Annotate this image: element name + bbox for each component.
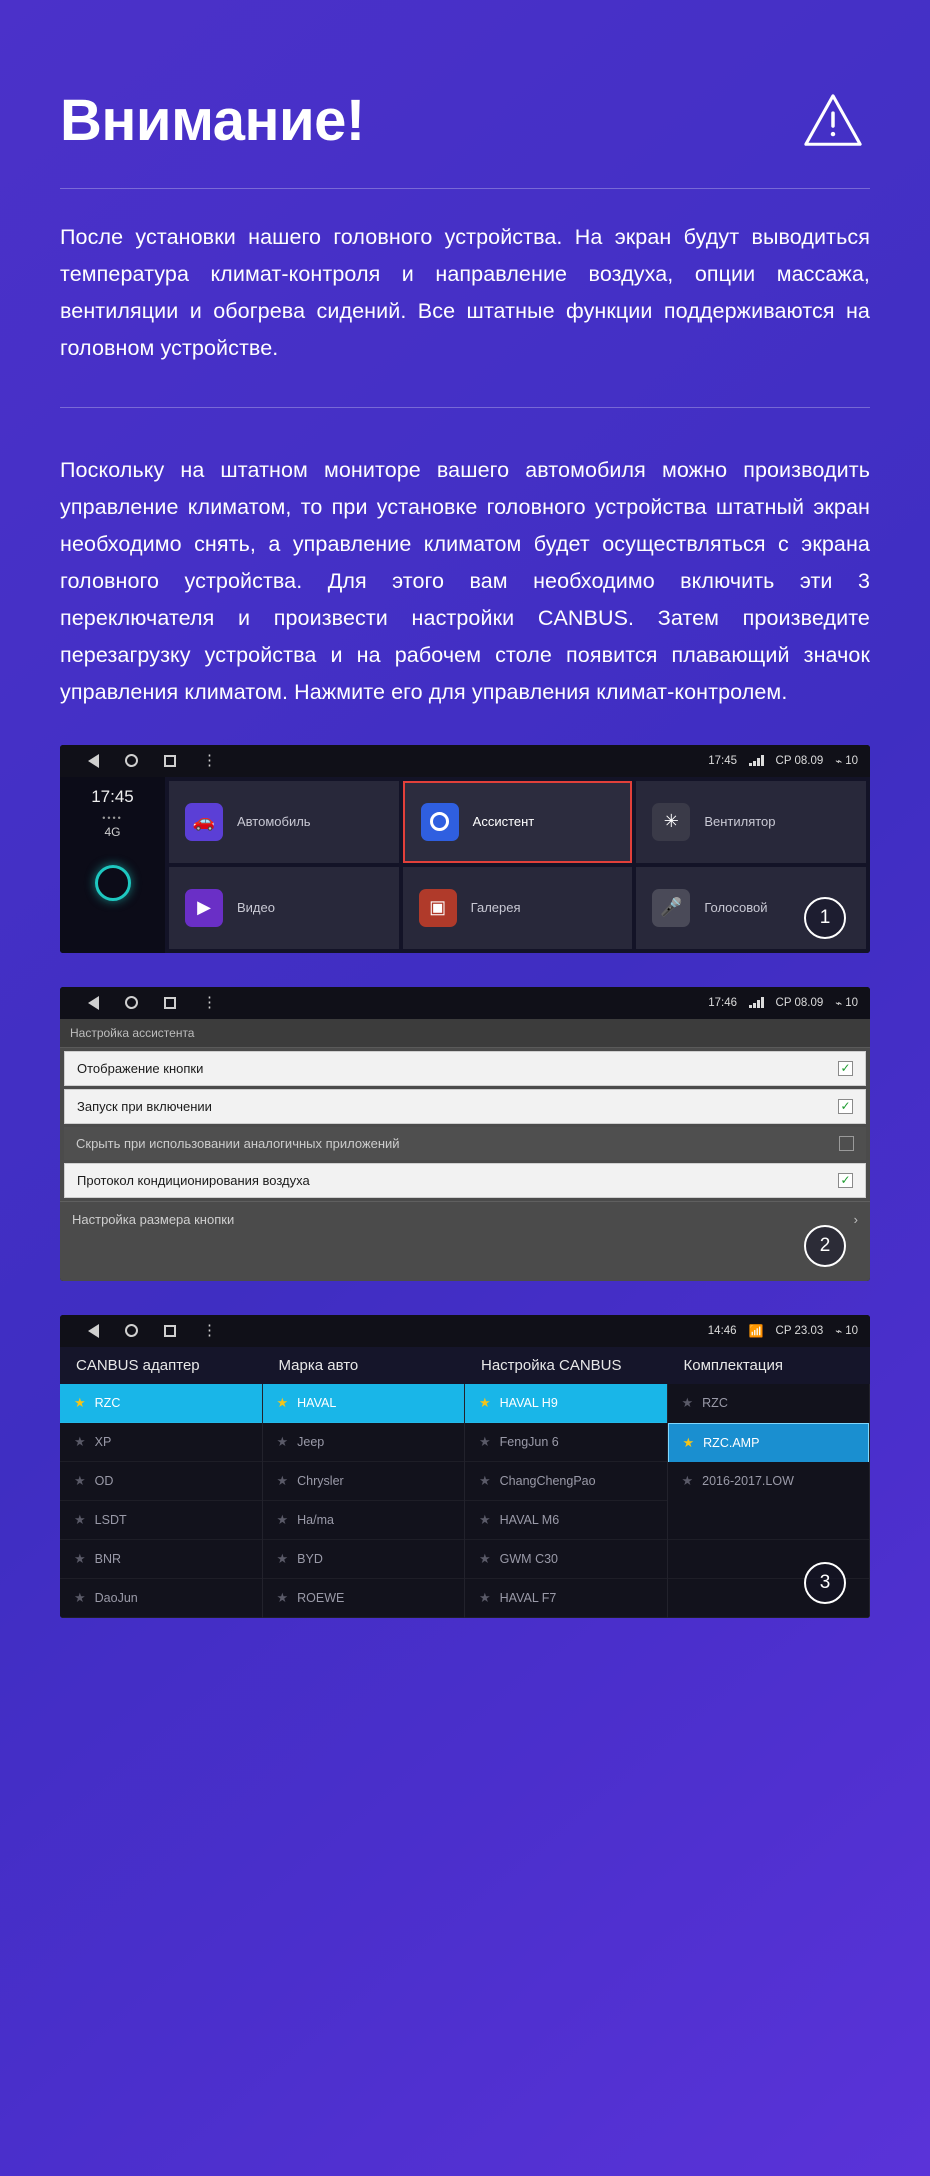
battery-icon-2: ⌁ 10 [835, 996, 858, 1010]
chevron-right-icon: › [853, 1211, 858, 1227]
list-item[interactable] [465, 1462, 667, 1501]
gallery-icon: ▣ [419, 889, 457, 927]
checkbox-unchecked-icon[interactable] [839, 1136, 854, 1151]
checkbox-checked-icon[interactable]: ✓ [838, 1173, 853, 1188]
microphone-icon: 🎤 [652, 889, 690, 927]
list-item[interactable] [668, 1384, 870, 1423]
list-item[interactable] [465, 1423, 667, 1462]
tile-assistant[interactable] [403, 781, 633, 863]
setting-label: Настройка размера кнопки [72, 1211, 235, 1227]
list-item[interactable] [465, 1579, 667, 1618]
setting-row-show-button[interactable] [64, 1051, 866, 1086]
tile-label: Галерея [470, 900, 521, 916]
list-item-label: HAVAL F7 [499, 1590, 557, 1605]
star-icon: ★ [276, 1472, 289, 1488]
list-item[interactable] [263, 1462, 465, 1501]
overflow-menu-icon[interactable]: ⋮ [202, 1321, 217, 1339]
canbus-column-brand [263, 1384, 466, 1618]
list-item[interactable] [263, 1384, 465, 1423]
screenshot-launcher [60, 745, 870, 953]
launcher-tiles [165, 777, 870, 953]
star-icon: ★ [276, 1550, 289, 1566]
star-icon: ★ [479, 1511, 491, 1527]
sidebar-network: 4G [104, 824, 121, 839]
tile-label: Видео [237, 900, 275, 916]
setting-label: Запуск при включении [77, 1098, 212, 1114]
star-icon: ★ [276, 1511, 289, 1527]
list-item-label: Chrysler [297, 1473, 344, 1488]
signal-icon-2 [749, 997, 764, 1008]
battery-icon-1: ⌁ 10 [835, 754, 858, 768]
list-item[interactable] [60, 1384, 262, 1423]
list-item-label: Jeep [297, 1434, 325, 1449]
list-item-label: ChangChengPao [499, 1473, 596, 1488]
recents-icon[interactable] [164, 997, 176, 1009]
list-item-label: BNR [94, 1551, 122, 1566]
paragraph-1: После установки нашего головного устройства. На экран будут выводиться температура климат-контроля и направление воздуха, опции массажа, вентиляции и обогрева сидений. Все штатные функции поддерживаются на головном устройстве. [60, 225, 870, 360]
star-icon: ★ [74, 1394, 86, 1410]
list-item-label: ROEWE [297, 1590, 345, 1605]
checkbox-checked-icon[interactable]: ✓ [838, 1061, 853, 1076]
sidebar-clock: 17:45 [91, 786, 134, 806]
checkbox-checked-icon[interactable]: ✓ [838, 1099, 853, 1114]
star-icon: ★ [276, 1589, 289, 1605]
screenshot-assistant-settings [60, 987, 870, 1281]
setting-row-start-on-boot[interactable] [64, 1089, 866, 1124]
list-item-label: DaoJun [94, 1590, 138, 1605]
sidebar-signal: •••• [102, 812, 123, 823]
star-icon: ★ [74, 1550, 86, 1566]
list-item[interactable] [465, 1384, 667, 1423]
star-icon: ★ [682, 1434, 695, 1450]
fan-icon: ✳ [652, 803, 690, 841]
statusbar-1 [60, 745, 870, 777]
tile-car[interactable] [169, 781, 399, 863]
star-icon: ★ [74, 1589, 86, 1605]
list-item-label: RZC.AMP [703, 1435, 760, 1450]
settings-section-title: Настройка ассистента [60, 1019, 870, 1048]
star-icon: ★ [276, 1394, 289, 1410]
statusbar-time-1: 17:45 [708, 754, 738, 767]
tile-label: Голосовой [704, 900, 768, 916]
android-nav-bar[interactable] [72, 751, 217, 769]
star-icon: ★ [479, 1394, 491, 1410]
tile-label: Ассистент [472, 814, 535, 830]
canbus-body [60, 1347, 870, 1618]
divider-top [60, 188, 870, 189]
battery-icon-3: ⌁ 10 [835, 1324, 858, 1338]
empty-row [668, 1501, 870, 1540]
list-item[interactable] [263, 1540, 465, 1579]
statusbar-3 [60, 1315, 870, 1347]
tile-video[interactable] [169, 867, 399, 949]
list-item[interactable] [668, 1462, 870, 1501]
divider-middle [60, 407, 870, 408]
overflow-menu-icon[interactable]: ⋮ [202, 993, 217, 1011]
star-icon: ★ [74, 1511, 86, 1527]
list-item[interactable] [263, 1423, 465, 1462]
recents-icon[interactable] [164, 755, 176, 767]
canbus-column-adapter [60, 1384, 263, 1618]
setting-row-button-size[interactable] [60, 1201, 870, 1237]
statusbar-date-1: CP 08.09 [775, 754, 824, 767]
statusbar-time-2: 17:46 [708, 996, 738, 1009]
home-icon[interactable] [125, 996, 138, 1009]
star-icon: ★ [479, 1589, 491, 1605]
step-badge-3: 3 [804, 1562, 846, 1604]
list-item-label: Ha/ma [297, 1512, 334, 1527]
screenshot-canbus-settings [60, 1315, 870, 1618]
list-item-label: HAVAL [297, 1395, 337, 1410]
canbus-column-headers [60, 1347, 870, 1384]
page-title: Внимание! [60, 87, 365, 153]
list-item[interactable] [60, 1501, 262, 1540]
setting-label: Протокол кондиционирования воздуха [77, 1172, 310, 1188]
star-icon: ★ [681, 1473, 694, 1489]
back-icon[interactable] [88, 996, 99, 1010]
list-item-label: LSDT [94, 1512, 127, 1527]
list-item[interactable] [263, 1501, 465, 1540]
assistant-settings-body [60, 1019, 870, 1281]
list-item[interactable] [60, 1579, 262, 1618]
list-item-label: HAVAL H9 [499, 1395, 558, 1410]
list-item-label: XP [94, 1434, 112, 1449]
assistant-ring-icon[interactable] [95, 865, 131, 901]
setting-row-air-conditioning-protocol[interactable] [64, 1163, 866, 1198]
column-header-brand: Марка авто [278, 1356, 359, 1374]
setting-label: Отображение кнопки [77, 1060, 204, 1076]
car-icon: 🚗 [185, 803, 223, 841]
launcher-body [60, 777, 870, 953]
statusbar-date-2: CP 08.09 [775, 996, 824, 1009]
statusbar-2 [60, 987, 870, 1019]
list-item[interactable] [60, 1540, 262, 1579]
wifi-icon: 📶 [748, 1323, 764, 1338]
paragraph-2: Поскольку на штатном мониторе вашего автомобиля можно производить управление климатом, то при установке головного устройства штатный экран необходимо снять, а управление климатом будет осуществляться с экрана головного устройства. Для этого вам необходимо включить эти 3 переключателя и произвести настройки CANBUS. Затем произведите перезагрузку устройства и на рабочем столе появится плавающий значок управления климатом. Нажмите его для управления климат-контролем. [60, 457, 870, 704]
list-item-label: RZC [94, 1395, 121, 1410]
star-icon: ★ [479, 1433, 491, 1449]
setting-row-hide-similar-apps[interactable] [64, 1127, 866, 1160]
tile-gallery[interactable] [403, 867, 633, 949]
list-item-label: HAVAL M6 [499, 1512, 560, 1527]
list-item[interactable] [60, 1423, 262, 1462]
list-item[interactable] [60, 1462, 262, 1501]
star-icon: ★ [479, 1550, 491, 1566]
list-item[interactable] [465, 1501, 667, 1540]
list-item-label: GWM C30 [499, 1551, 558, 1566]
warning-triangle-icon [802, 90, 864, 152]
star-icon: ★ [74, 1433, 86, 1449]
android-nav-bar-3[interactable] [72, 1321, 217, 1339]
step-badge-1: 1 [804, 897, 846, 939]
signal-icon-1 [749, 755, 764, 766]
star-icon: ★ [479, 1472, 491, 1488]
back-icon[interactable] [88, 754, 99, 768]
assistant-icon [421, 803, 459, 841]
step-badge-2: 2 [804, 1225, 846, 1267]
back-icon[interactable] [88, 1324, 99, 1338]
list-item-label: 2016-2017.LOW [702, 1474, 794, 1489]
star-icon: ★ [681, 1395, 694, 1411]
overflow-menu-icon[interactable]: ⋮ [202, 751, 217, 769]
column-header-canbus: Настройка CANBUS [481, 1356, 622, 1374]
video-icon: ▶ [185, 889, 223, 927]
tile-fan[interactable] [636, 781, 866, 863]
tile-label: Вентилятор [704, 814, 776, 830]
launcher-sidebar [60, 777, 165, 953]
tile-label: Автомобиль [237, 814, 311, 830]
android-nav-bar-2[interactable] [72, 993, 217, 1011]
list-item[interactable] [668, 1423, 870, 1462]
column-header-trim: Комплектация [683, 1356, 783, 1374]
statusbar-time-3: 14:46 [707, 1324, 737, 1337]
star-icon: ★ [276, 1433, 289, 1449]
column-header-adapter: CANBUS адаптер [76, 1356, 200, 1374]
statusbar-date-3: CP 23.03 [775, 1324, 824, 1337]
recents-icon[interactable] [164, 1325, 176, 1337]
canbus-columns [60, 1384, 870, 1618]
list-item-label: FengJun 6 [499, 1434, 559, 1449]
setting-label: Скрыть при использовании аналогичных приложений [76, 1135, 400, 1151]
list-item-label: OD [94, 1473, 114, 1488]
home-icon[interactable] [125, 1324, 138, 1337]
page-header [60, 60, 870, 162]
list-item-label: BYD [297, 1551, 323, 1566]
list-item[interactable] [263, 1579, 465, 1618]
list-item[interactable] [465, 1540, 667, 1579]
list-item-label: RZC [702, 1396, 728, 1411]
star-icon: ★ [74, 1472, 86, 1488]
canbus-column-model [465, 1384, 668, 1618]
home-icon[interactable] [125, 754, 138, 767]
